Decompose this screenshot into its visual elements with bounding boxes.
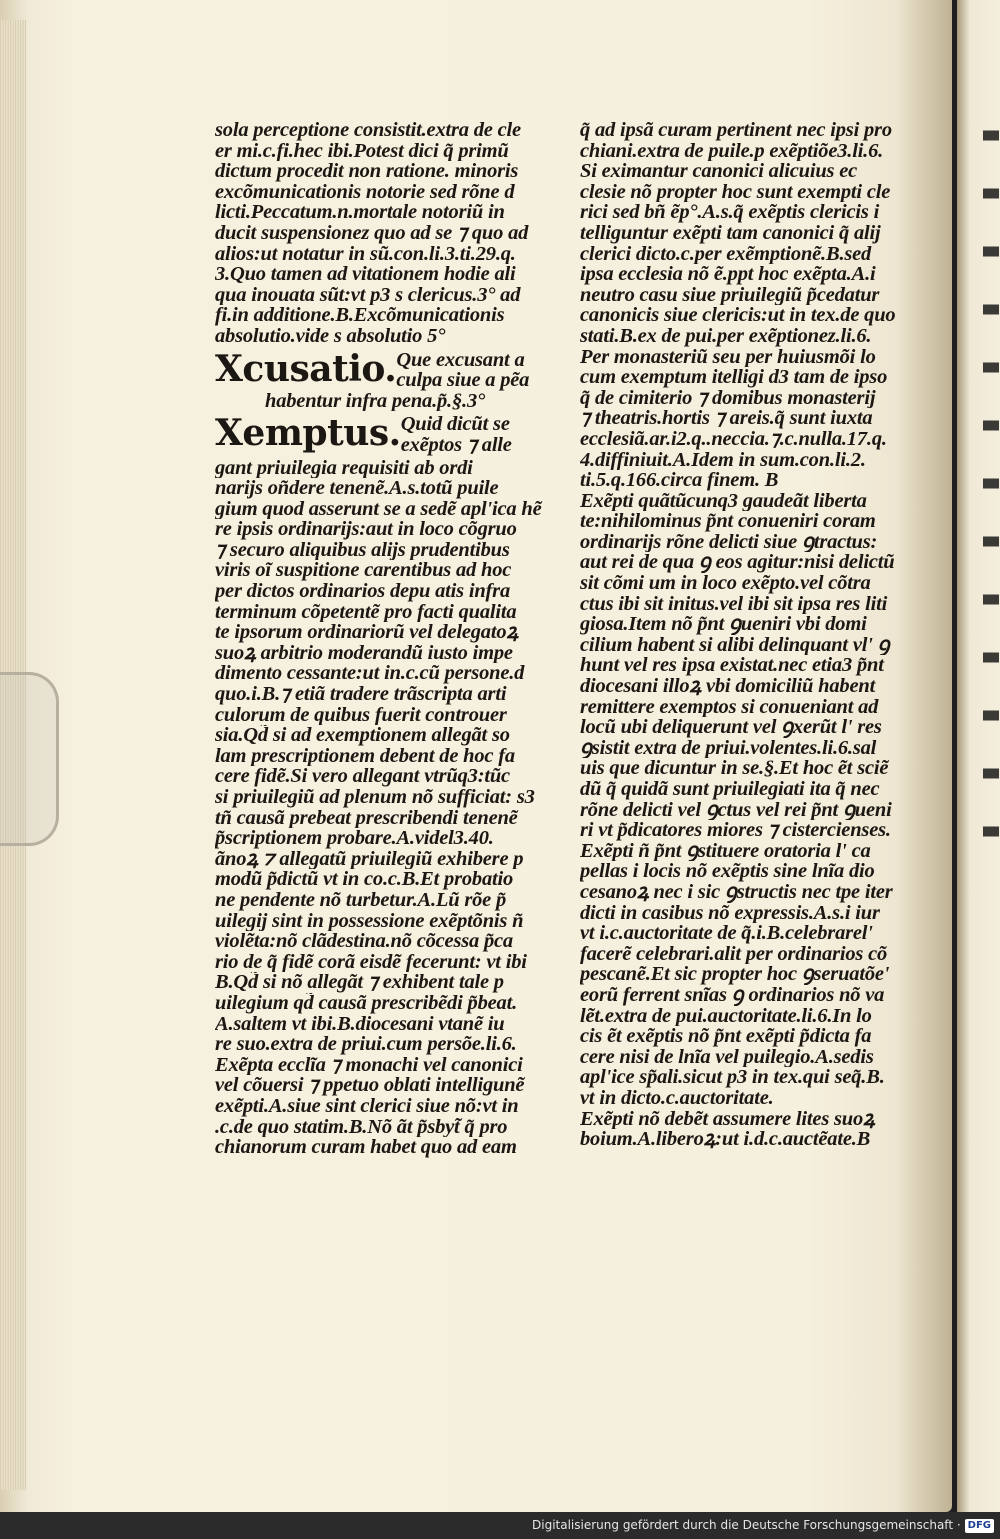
text-line: dictum procedit non ratione. minoris <box>215 161 519 182</box>
footer-credit: Digitalisierung gefördert durch die Deutsche Forschungsgemeinschaft · <box>532 1518 961 1532</box>
text-line: cesanoꝝ nec i sic ꝯstructis nec tpe iter <box>580 881 893 903</box>
text-line: sit cõmi um in loco exẽpto.vel cõtra <box>580 573 871 594</box>
text-line: ne pendente nõ turbetur.A.Lũ rõe p̃ <box>215 889 507 911</box>
text-line: cilium habent si alibi delinquant vl' ꝯ <box>580 634 890 656</box>
text-line: er mi.c.fi.hec ibi.Potest dici q̃ primũ <box>215 140 509 162</box>
text-line: viris oĩ suspitione carentibus ad hoc <box>215 560 512 582</box>
text-line: dimento cessante:ut in.c.cũ persone.d <box>215 663 525 685</box>
adjacent-page-text-fragments <box>983 100 999 860</box>
text-line: uilegij sint in possessione exẽptõnis ñ <box>215 910 524 932</box>
text-line: vt i.c.auctoritate de q̃.i.B.celebrarel' <box>580 923 873 944</box>
text-line: te ipsorum ordinariorũ vel delegatoꝝ <box>215 622 519 643</box>
text-line: Exẽpti nõ debẽt assumere lites suoꝝ <box>580 1108 875 1130</box>
text-line: neutro casu siue priuilegiũ p̃cedatur <box>580 284 880 306</box>
left-column-text-top <box>215 120 560 347</box>
text-line: clerici dicto.c.per exẽmptionẽ.B.sed <box>580 243 872 265</box>
text-line: q̃ ad ipsã curam pertinent nec ipsi pro <box>580 120 892 141</box>
text-line: ordinarijs rõne delicti siue ꝯtractus: <box>580 531 878 553</box>
text-line: Exẽpti ñ p̃nt ꝯstituere oratoria l' ca <box>580 840 871 862</box>
text-line: absolutio.vide s absolutio 5° <box>215 325 446 347</box>
text-line: ctus ibi sit initus.vel ibi sit ipsa res liti <box>580 593 888 615</box>
text-line: .c.de quo statim.B.Nõ ãt p̃sbyt̃ q̃ pro <box>215 1116 508 1138</box>
text-line: dicti in casibus nõ expressis.A.s.i iur <box>580 902 880 924</box>
text-line: A.saltem vt ibi.B.diocesani vtanẽ iu <box>215 1013 505 1035</box>
text-line: boium.A.liberoꝝ:ut i.d.c.auctẽate.B <box>580 1129 871 1150</box>
text-line: rõne delicti vel ꝯctus vel rei p̃nt ꝯueni <box>580 799 892 821</box>
entry-exemptus <box>215 413 560 455</box>
entry-excusatio <box>215 349 560 412</box>
text-line: te:nihilominus p̃nt conueniri coram <box>580 511 876 532</box>
text-line: fi.in additione.B.Excõmunicationis <box>215 305 505 326</box>
text-line: ⁊ securo aliquibus alijs prudentibus <box>215 539 510 561</box>
text-line: canonicis siue clericis:ut in tex.de quo <box>580 305 896 326</box>
heading-excusatio-line: Que excusant a <box>396 349 525 371</box>
text-line: cum exemptum itelligi d3 tam de ipso <box>580 367 888 388</box>
text-line: qua inouata sũt:vt p3 s clericus.3° ad <box>215 284 521 306</box>
text-line: uilegium qd̃ causã prescribẽdi p̃beat. <box>215 992 518 1014</box>
text-line: B.Qd̃ si nõ allegãt ⁊ exhibent tale p <box>215 972 504 993</box>
text-line: culorum de quibus fuerit controuer <box>215 704 507 726</box>
text-line: pellas i locis nõ exẽptis sine lnĩa dio <box>580 861 875 882</box>
text-line: 3.Quo tamen ad vitationem hodie ali <box>215 264 516 285</box>
text-line: gant priuilegia requisiti ab ordi <box>215 457 473 479</box>
excusatio-ref: habentur infra pena.p̃.§.3° <box>265 390 485 412</box>
text-line: 4.diffiniuit.A.Idem in sum.con.li.2. <box>580 449 866 471</box>
text-line: alios:ut notatur in sũ.con.li.3.ti.29.q. <box>215 243 516 265</box>
text-line: Exẽpti quãtũcunq3 gaudeãt liberta <box>580 490 867 512</box>
text-line: ri vt p̃dicatores miores ⁊ cistercienses. <box>580 820 891 841</box>
text-line: Exẽpta ecclĩa ⁊ monachi vel canonici <box>215 1054 523 1076</box>
text-line: apl'ice sp̃ali.sicut p3 in tex.qui seq̃.B. <box>580 1067 885 1088</box>
text-line: lẽt.extra de pui.auctoritate.li.6.In lo <box>580 1005 872 1027</box>
text-line: exẽpti.A.siue sint clerici siue nõ:vt in <box>215 1095 519 1117</box>
text-line: eorũ ferrent snĩas ꝯ ordinarios nõ va <box>580 984 885 1006</box>
text-line: tñ causã prebeat prescribendi tenenẽ <box>215 807 518 829</box>
digitization-footer <box>0 1512 1000 1539</box>
text-line: narijs oñdere tenenẽ.A.s.totũ puile <box>215 478 499 499</box>
left-column-text-body <box>215 458 560 1158</box>
text-line: telliguntur exẽpti tam canonici q̃ alij <box>580 222 881 244</box>
dfg-logo: DFG <box>965 1519 994 1533</box>
text-line: pescanẽ.Et sic propter hoc ꝯseruatõe' <box>580 964 890 985</box>
text-line: giosa.Item nõ p̃nt ꝯueniri vbi domi <box>580 614 867 635</box>
text-line: vel cõuersi ⁊ ppetuo oblati intelligunẽ <box>215 1075 525 1096</box>
text-line: ti.5.q.166.circa finem. B <box>580 470 779 491</box>
left-column <box>215 120 560 1158</box>
text-line: rio de q̃ fidẽ corã eisdẽ fecerunt: vt ibi <box>215 951 527 973</box>
heading-exemptus: Xemptus. <box>215 412 401 455</box>
heading-exemptus-line: exẽptos ⁊ alle <box>400 434 512 456</box>
text-line: modũ p̃dictũ vt in co.c.B.Et probatio <box>215 869 514 890</box>
text-line: q̃ de cimiterio ⁊ domibus monasterij <box>580 387 876 409</box>
text-line: ecclesiã.ar.i2.q..neccia.⁊.c.nulla.17.q. <box>580 428 887 450</box>
book-clip <box>0 672 59 846</box>
text-line: ãnoꝝ ⁊ allegatũ priuilegiũ exhibere p <box>215 848 524 870</box>
text-line: clesie nõ propter hoc sunt exempti cle <box>580 181 891 203</box>
text-line: p̃scriptionem probare.A.videl3.40. <box>215 828 494 849</box>
text-line: stati.B.ex de pui.per exẽptionez.li.6. <box>580 325 872 347</box>
text-line: sia.Qd̃ si ad exemptionem allegãt so <box>215 725 510 746</box>
text-line: cere fidẽ.Si vero allegant vtrũq3:tũc <box>215 766 510 787</box>
text-line: suoꝝ arbitrio moderandũ iusto impe <box>215 642 513 664</box>
text-line: si priuilegiũ ad plenum nõ sufficiat: s3 <box>215 787 535 808</box>
text-line: re ipsis ordinarijs:aut in loco cõgruo <box>215 519 517 540</box>
text-line: ipsa ecclesia nõ ẽ.ppt hoc exẽpta.A.i <box>580 264 876 285</box>
text-line: dũ q̃ quidã sunt priuilegiati ita q̃ nec <box>580 779 880 800</box>
text-line: chianorum curam habet quo ad eam <box>215 1137 517 1158</box>
heading-exemptus-line: Quid dicũt se <box>400 414 510 435</box>
heading-excusatio: Xcusatio. <box>215 347 397 390</box>
text-line: lam prescriptionem debent de hoc fa <box>215 745 515 767</box>
text-line: sola perceptione consistit.extra de cle <box>215 120 521 141</box>
heading-excusatio-line: culpa siue a pẽa <box>396 370 530 391</box>
text-line: locũ ubi deliquerunt vel ꝯxerũt l' res <box>580 717 882 738</box>
text-line: gium quod asserunt se a sedẽ apl'ica hẽ <box>215 498 542 520</box>
text-line: cis ẽt exẽptis nõ p̃nt exẽpti p̃dicta fa <box>580 1026 872 1047</box>
text-line: Per monasteriũ seu per huiusmõi lo <box>580 346 876 368</box>
text-line: re suo.extra de priui.cum persõe.li.6. <box>215 1034 517 1055</box>
text-line: terminum cõpetentẽ pro facti qualita <box>215 601 517 623</box>
text-line: licti.Peccatum.n.mortale notoriũ in <box>215 202 505 223</box>
text-line: diocesani illoꝝ vbi domiciliũ habent <box>580 676 876 697</box>
text-line: vt in dicto.c.auctoritate. <box>580 1087 774 1109</box>
text-line: ⁊ theatris.hortis ⁊ areis.q̃ sunt iuxta <box>580 408 873 429</box>
text-line: per dictos ordinarios depu atis infra <box>215 581 511 602</box>
text-line: quo.i.B.⁊ etiã tradere trãscripta arti <box>215 684 507 705</box>
text-line: violẽta:nõ clãdestina.nõ cõcessa p̃ca <box>215 931 513 952</box>
text-line: aut rei de qua ꝯ eos agitur:nisi delictũ <box>580 552 895 574</box>
adjacent-page-edge <box>957 0 1000 1512</box>
text-line: ꝯsistit extra de priui.volentes.li.6.sal <box>580 737 877 759</box>
right-column <box>580 120 920 1150</box>
text-line: rici sed bñ ẽp°.A.s.q̃ exẽptis clericis i <box>580 202 880 223</box>
text-line: hunt vel res ipsa existat.nec etia3 p̃nt <box>580 655 884 677</box>
text-line: excõmunicationis notorie sed rõne d <box>215 181 515 203</box>
text-line: remittere exemptos si conueniant ad <box>580 696 879 718</box>
text-line: uis que dicuntur in se.§.Et hoc ẽt sciẽ <box>580 758 889 779</box>
text-line: Si eximantur canonici alicuius ec <box>580 161 858 182</box>
text-line: ducit suspensionez quo ad se ⁊ quo ad <box>215 222 529 244</box>
text-line: chiani.extra de puile.p exẽptiõe3.li.6. <box>580 140 884 162</box>
text-line: facerẽ celebrari.alit per ordinarios cõ <box>580 943 888 965</box>
text-line: cere nisi de lnĩa vel puilegio.A.sedis <box>580 1046 874 1068</box>
